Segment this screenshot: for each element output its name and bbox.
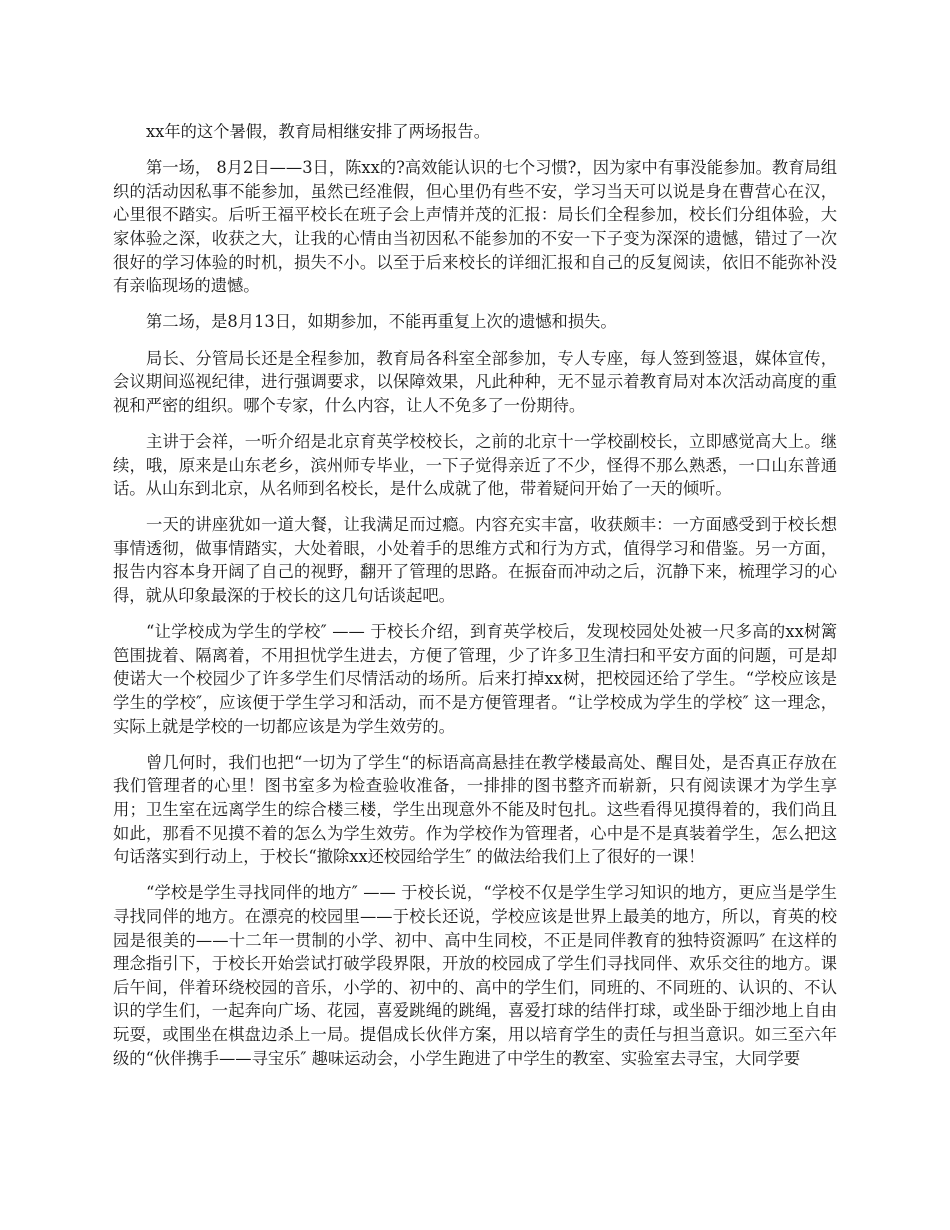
document-body bbox=[113, 120, 837, 1083]
paragraph-2: 第一场， 8月2日——3日，陈xx的?高效能认识的七个习惯?，因为家中有事没能参加。教育局组织的活动因私事不能参加，虽然已经准假，但心里仍有些不安，学习当天可以说是身在曹营心在汉，心里很不踏实。后听王福平校长在班子会上声情并茂的汇报：局长们全程参加，校长们分组体验，大家体验之深，收获之大，让我的心情由当初因私不能参加的不安一下子变为深深的遗憾，错过了一次很好的学习体验的时机，损失不小。以至于后来校长的详细汇报和自己的反复阅读，依旧不能弥补没有亲临现场的遗憾。 bbox=[113, 158, 837, 296]
paragraph-5: 主讲于会祥，一听介绍是北京育英学校校长，之前的北京十一学校副校长，立即感觉高大上。继续，哦，原来是山东老乡，滨州师专毕业，一下子觉得亲近了不少，怪得不那么熟悉，一口山东普通话。从山东到北京，从名师到名校长，是什么成就了他，带着疑问开始了一天的倾听。 bbox=[113, 431, 837, 499]
paragraph-6: 一天的讲座犹如一道大餐，让我满足而过瘾。内容充实丰富，收获颇丰：一方面感受到于校长想事情透彻，做事情踏实，大处着眼，小处着手的思维方式和行为方式，值得学习和借鉴。另一方面，报告内容本身开阔了自己的视野，翻开了管理的思路。在振奋而冲动之后，沉静下来，梳理学习的心得，就从印象最深的于校长的这几句话谈起吧。 bbox=[113, 515, 837, 606]
paragraph-8: 曾几何时，我们也把“一切为了学生“的标语高高悬挂在教学楼最高处、醒目处，是否真正存放在我们管理者的心里！图书室多为检查验收准备，一排排的图书整齐而崭新，只有阅读课才为学生享用；卫生室在远离学生的综合楼三楼，学生出现意外不能及时包扎。这些看得见摸得着的，我们尚且如此，那看不见摸不着的怎么为学生效劳。作为学校作为管理者，心中是不是真装着学生，怎么把这句话落实到行动上，于校长“撤除xx还校园给学生″ 的做法给我们上了很好的一课！ bbox=[113, 752, 837, 867]
paragraph-4: 局长、分管局长还是全程参加，教育局各科室全部参加，专人专座，每人签到签退，媒体宣传，会议期间巡视纪律，进行强调要求，以保障效果，凡此种种，无不显示着教育局对本次活动高度的重视和严密的组织。哪个专家，什么内容，让人不免多了一份期待。 bbox=[113, 348, 837, 415]
paragraph-1: xx年的这个暑假，教育局相继安排了两场报告。 bbox=[146, 122, 490, 141]
paragraph-7: “让学校成为学生的学校″ —— 于校长介绍，到育英学校后，发现校园处处被一尺多高的xx树篱笆围拢着、隔离着，不用担忧学生进去，方便了管理，少了许多卫生清扫和平安方面的问题，可是却使诺大一个校园少了许多学生们尽情活动的场所。后来打掉xx树，把校园还给了学生。“学校应该是学生的学校″，应该便于学生学习和活动，而不是方便管理者。“让学校成为学生的学校″ 这一理念，实际上就是学校的一切都应该是为学生效劳的。 bbox=[113, 622, 837, 736]
paragraph-9: “学校是学生寻找同伴的地方″ —— 于校长说，“学校不仅是学生学习知识的地方，更应当是学生寻找同伴的地方。在漂亮的校园里——于校长还说，学校应该是世界上最美的地方，所以，育英的校园是很美的——十二年一贯制的小学、初中、高中生同校，不正是同伴教育的独特资源吗″ 在这样的理念指引下，于校长开始尝试打破学段界限，开放的校园成了学生们寻找同伴、欢乐交往的地方。课后午间，伴着环绕校园的音乐，小学的、初中的、高中的学生们，同班的、不同班的、认识的、不认识的学生们，一起奔向广场、花园，喜爱跳绳的跳绳，喜爱打球的结伴打球，或坐卧于细沙地上自由玩耍，或围坐在棋盘边杀上一局。提倡成长伙伴方案，用以培育学生的责任与担当意识。如三至六年级的“伙伴携手——寻宝乐″ 趣味运动会，小学生跑进了中学生的教室、实验室去寻宝，大同学要 bbox=[113, 883, 837, 1068]
paragraph-3: 第二场，是8月13日，如期参加，不能再重复上次的遗憾和损失。 bbox=[146, 312, 617, 332]
